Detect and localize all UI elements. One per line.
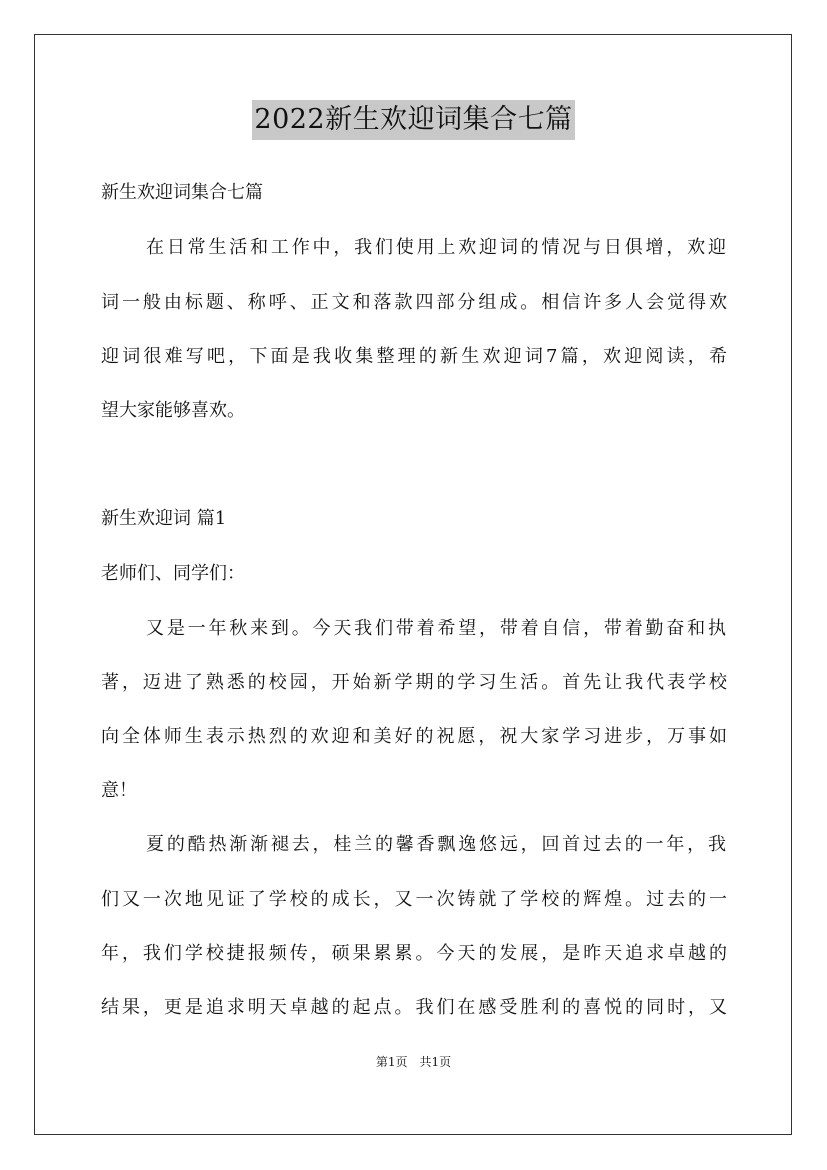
- intro-line: 望大家能够喜欢。: [101, 400, 245, 421]
- body-line: 年，我们学校捷报频传，硕果累累。今天的发展，是昨天追求卓越的: [101, 943, 727, 964]
- section-heading: 新生欢迎词 篇1: [101, 508, 227, 529]
- body-line: 意！: [101, 780, 137, 801]
- intro-line: 迎词很难写吧，下面是我收集整理的新生欢迎词7篇，欢迎阅读，希: [101, 346, 727, 367]
- body-line: 著，迈进了熟悉的校园，开始新学期的学习生活。首先让我代表学校: [101, 672, 727, 693]
- intro-line: 词一般由标题、称呼、正文和落款四部分组成。相信许多人会觉得欢: [101, 292, 727, 313]
- title-container: [0, 100, 827, 140]
- salutation-line: 老师们、同学们：: [101, 563, 245, 584]
- body-line: 们又一次地见证了学校的成长，又一次铸就了学校的辉煌。过去的一: [101, 889, 727, 910]
- intro-line: 在日常生活和工作中，我们使用上欢迎词的情况与日俱增，欢迎: [146, 237, 726, 258]
- body-line: 夏的酷热渐渐褪去，桂兰的馨香飘逸悠远，回首过去的一年，我: [146, 834, 726, 855]
- document-title: 2022新生欢迎词集合七篇: [252, 100, 574, 140]
- page-footer: 第1页 共1页: [375, 1055, 452, 1069]
- body-line: 向全体师生表示热烈的欢迎和美好的祝愿，祝大家学习进步，万事如: [101, 726, 727, 747]
- body-line: 又是一年秋来到。今天我们带着希望，带着自信，带着勤奋和执: [146, 618, 726, 639]
- body-line: 结果，更是追求明天卓越的起点。我们在感受胜利的喜悦的同时，又: [101, 997, 727, 1018]
- subtitle-line: 新生欢迎词集合七篇: [101, 182, 263, 203]
